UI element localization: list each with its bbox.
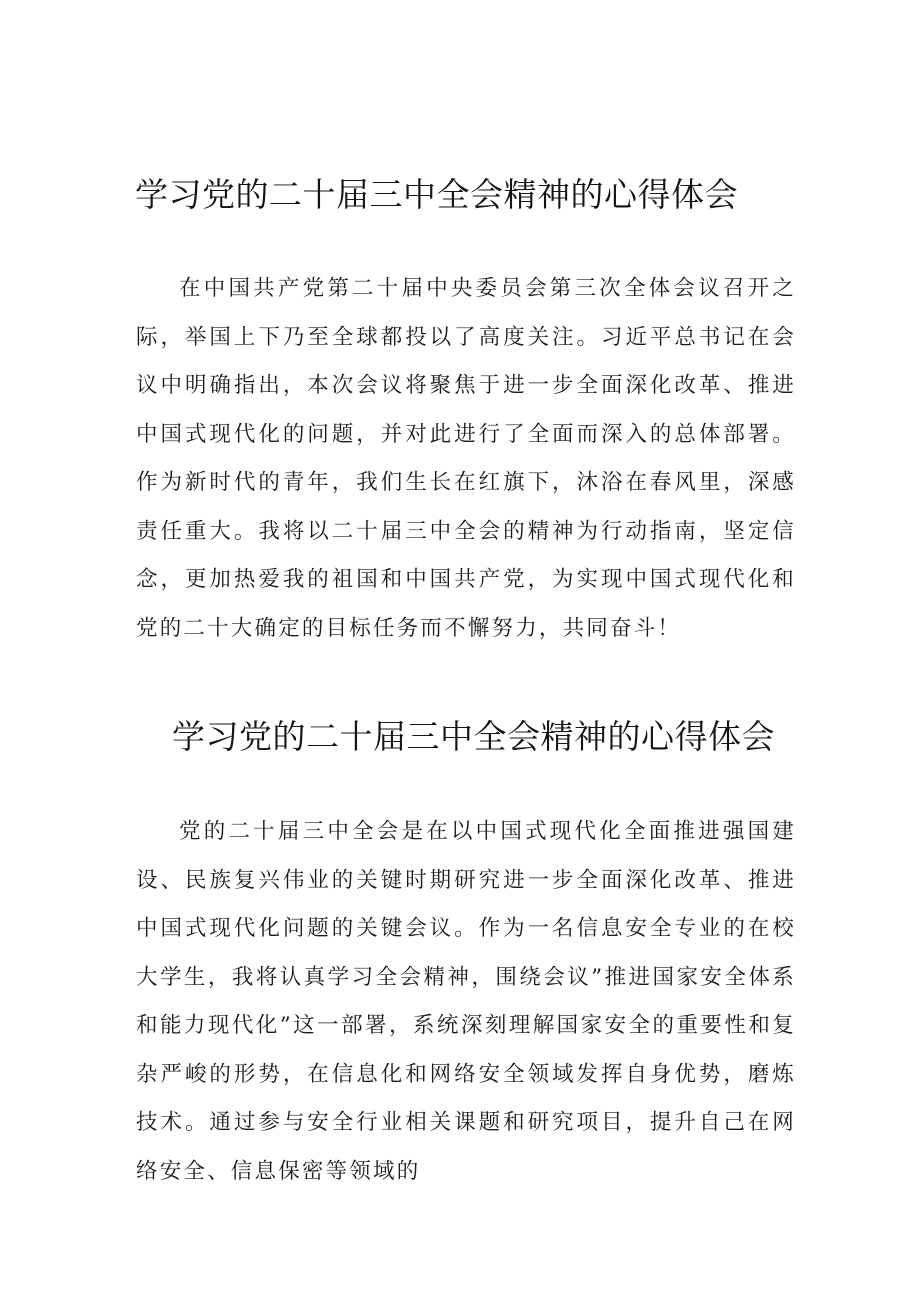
section-2-paragraph: 党的二十届三中全会是在以中国式现代化全面推进强国建设、民族复兴伟业的关键时期研究进一步全面深化改革、推进中国式现代化问题的关键会议。作为一名信息安全专业的在校大学生，我将认真学习全会精神，围绕会议”推进国家安全体系和能力现代化”这一部署，系统深刻理解国家安全的重要性和复杂严峻的形势，在信息化和网络安全领域发挥自身优势，磨炼技术。通过参与安全行业相关课题和研究项目，提升自己在网络安全、信息保密等领域的 [136,819,796,1184]
section-1-title: 学习党的二十届三中全会精神的心得体会 [135,175,738,214]
section-2-title: 学习党的二十届三中全会精神的心得体会 [172,717,775,756]
section-1-paragraph: 在中国共产党第二十届中央委员会第三次全体会议召开之际，举国上下乃至全球都投以了高度关注。习近平总书记在会议中明确指出，本次会议将聚焦于进一步全面深化改革、推进中国式现代化的问题，并对此进行了全面而深入的总体部署。作为新时代的青年，我们生长在红旗下，沐浴在春风里，深感责任重大。我将以二十届三中全会的精神为行动指南，坚定信念，更加热爱我的祖国和中国共产党，为实现中国式现代化和党的二十大确定的目标任务而不懈努力，共同奋斗！ [136,276,796,641]
